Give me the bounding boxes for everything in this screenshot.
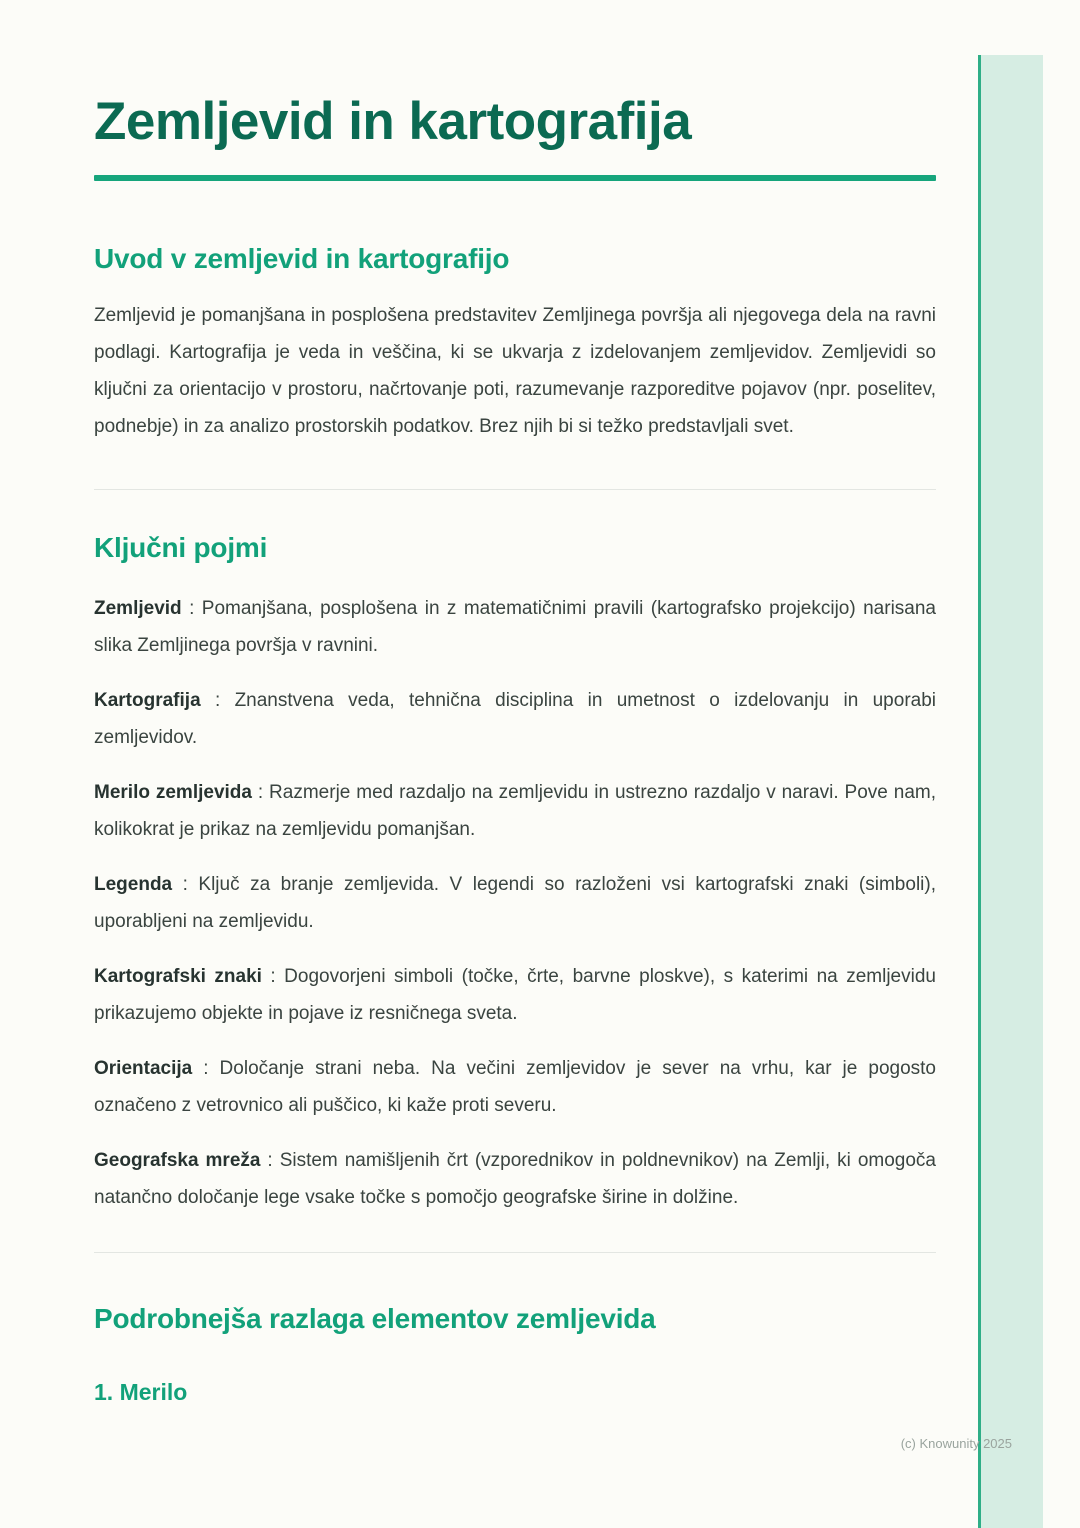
definition-item: [94, 1050, 936, 1124]
definition-term: Orientacija: [94, 1058, 193, 1080]
section-heading-details: Podrobnejša razlaga elementov zemljevida: [94, 1303, 656, 1335]
definition-text: : Znanstvena veda, tehnična disciplina in umetnost o izdelovanju in uporabi zemljevidov.: [94, 690, 936, 749]
definition-item: [94, 1142, 936, 1216]
definition-term: Legenda: [94, 874, 173, 896]
intro-paragraph: Zemljevid je pomanjšana in posplošena predstavitev Zemljinega površja ali njegovega dela na ravni podlagi. Kartografija je veda in veščina, ki se ukvarja z izdelovanjem zemljevidov. Zemljevidi so ključni za orientacijo v prostoru, načrtovanje poti, razumevanje razporeditve pojavov (npr. poselitev, podnebje) in za analizo prostorskih podatkov. Brez njih bi si težko predstavljali svet.: [94, 305, 936, 438]
footer-credit: (c) Knowunity 2025: [900, 1436, 1012, 1451]
document-page: [94, 0, 936, 1406]
section-divider: [94, 489, 936, 490]
definition-term: Merilo zemljevida: [94, 782, 252, 804]
definition-term: Zemljevid: [94, 598, 182, 620]
page-title: Zemljevid in kartografija: [94, 92, 692, 151]
definition-text: : Pomanjšana, posplošena in z matematičnimi pravili (kartografsko projekcijo) narisana slika Zemljinega površja v ravnini.: [94, 598, 936, 657]
definition-term: Kartografski znaki: [94, 966, 262, 988]
section-heading-intro: Uvod v zemljevid in kartografijo: [94, 243, 510, 275]
subsection-heading-merilo: 1. Merilo: [94, 1379, 188, 1406]
definition-item: [94, 866, 936, 940]
definition-item: [94, 682, 936, 756]
definition-item: [94, 774, 936, 848]
definition-text: : Dogovorjeni simboli (točke, črte, barvne ploskve), s katerimi na zemljevidu prikazujemo objekte in pojave iz resničnega sveta.: [94, 966, 936, 1025]
definition-item: [94, 590, 936, 664]
definition-text: : Ključ za branje zemljevida. V legendi so razloženi vsi kartografski znaki (simboli), uporabljeni na zemljevidu.: [94, 874, 936, 933]
section-divider: [94, 1252, 936, 1253]
definition-term: Kartografija: [94, 690, 201, 712]
definition-text: : Določanje strani neba. Na večini zemljevidov je sever na vrhu, kar je pogosto označeno z vetrovnico ali puščico, ki kaže proti severu.: [94, 1058, 936, 1117]
definition-item: [94, 958, 936, 1032]
definition-text: : Sistem namišljenih črt (vzporednikov in poldnevnikov) na Zemlji, ki omogoča natančno določanje lege vsake točke s pomočjo geografske širine in dolžine.: [94, 1150, 936, 1209]
title-rule: [94, 175, 936, 181]
definition-text: : Razmerje med razdaljo na zemljevidu in ustrezno razdaljo v naravi. Pove nam, kolikokrat je prikaz na zemljevidu pomanjšan.: [94, 782, 936, 841]
section-heading-key-terms: Ključni pojmi: [94, 532, 268, 564]
right-accent-stripe: [978, 55, 1043, 1528]
definition-term: Geografska mreža: [94, 1150, 261, 1172]
